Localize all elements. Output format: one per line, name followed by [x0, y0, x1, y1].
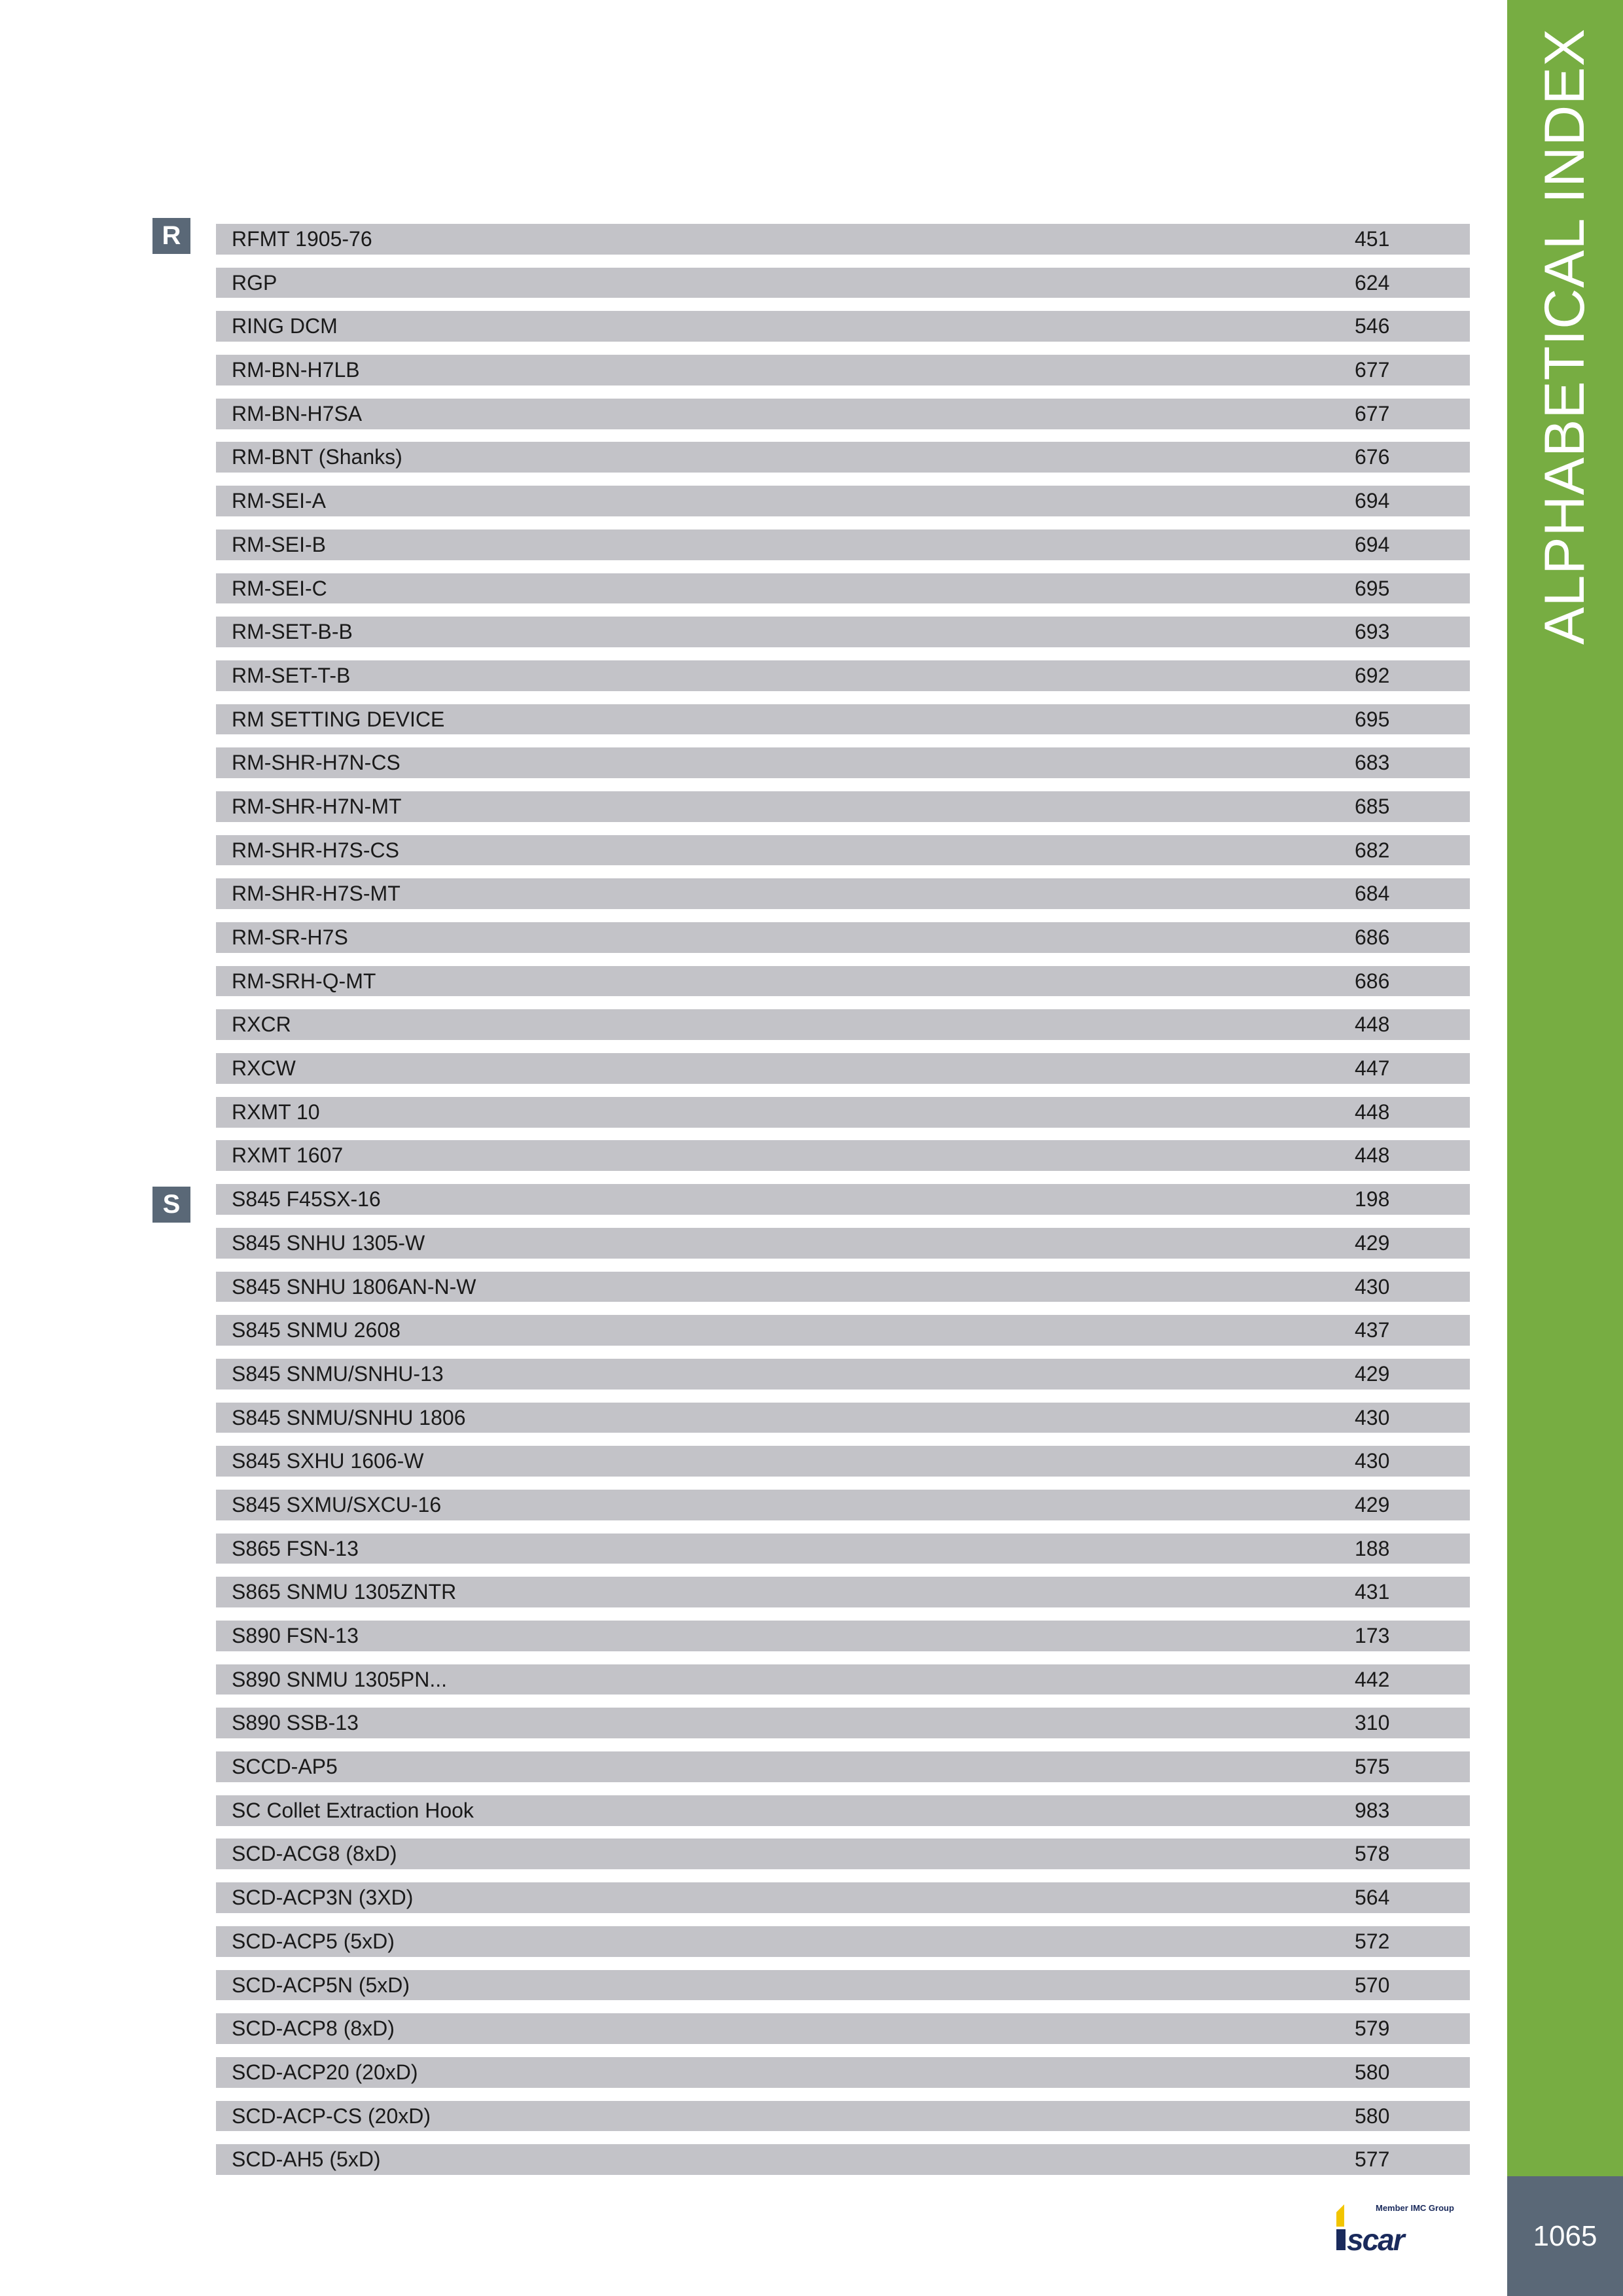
entry-name: SCD-ACP5 (5xD)	[232, 1929, 395, 1953]
entry-name: RXCR	[232, 1013, 291, 1037]
entry-page: 564	[1355, 1886, 1390, 1910]
entry-page: 448	[1355, 1100, 1390, 1124]
entry-page: 695	[1355, 707, 1390, 731]
entry-name: S845 SXMU/SXCU-16	[232, 1492, 442, 1516]
entry-page: 437	[1355, 1318, 1390, 1342]
entry-page: 695	[1355, 576, 1390, 600]
svg-text:scar: scar	[1347, 2223, 1404, 2251]
index-row	[216, 1097, 1470, 1128]
index-row	[216, 1140, 1470, 1171]
entry-page: 430	[1355, 1449, 1390, 1473]
index-row	[216, 486, 1470, 516]
index-row	[216, 399, 1470, 429]
entry-name: S845 SNMU/SNHU-13	[232, 1361, 444, 1386]
entry-name: RFMT 1905-76	[232, 227, 372, 251]
index-row	[216, 355, 1470, 386]
index-row	[216, 1970, 1470, 2001]
entry-page: 173	[1355, 1624, 1390, 1647]
index-row	[216, 2057, 1470, 2088]
entry-page: 693	[1355, 620, 1390, 644]
index-row	[216, 1664, 1470, 1695]
index-row	[216, 268, 1470, 298]
entry-name: S845 SNHU 1806AN-N-W	[232, 1274, 476, 1299]
entry-page: 677	[1355, 401, 1390, 425]
index-row	[216, 660, 1470, 691]
entry-name: RM-BNT (Shanks)	[232, 445, 402, 469]
entry-page: 429	[1355, 1492, 1390, 1516]
sidebar-title: ALPHABETICAL INDEX	[1533, 28, 1596, 645]
entry-page: 580	[1355, 2104, 1390, 2128]
index-row	[216, 1272, 1470, 1302]
entry-name: SCD-ACP5N (5xD)	[232, 1973, 410, 1997]
entry-page: 684	[1355, 882, 1390, 906]
entry-name: SCD-ACP-CS (20xD)	[232, 2104, 431, 2128]
index-row	[216, 1359, 1470, 1390]
index-row	[216, 1446, 1470, 1477]
index-row	[216, 1009, 1470, 1040]
entry-page: 983	[1355, 1798, 1390, 1822]
entry-name: S845 SXHU 1606-W	[232, 1449, 424, 1473]
entry-name: RM-SEI-A	[232, 489, 326, 513]
entry-page: 692	[1355, 663, 1390, 687]
entry-name: SCD-ACP3N (3XD)	[232, 1886, 414, 1910]
entry-page: 694	[1355, 489, 1390, 513]
index-row	[216, 1315, 1470, 1346]
entry-page: 683	[1355, 751, 1390, 775]
entry-page: 188	[1355, 1536, 1390, 1560]
entry-page: 580	[1355, 2060, 1390, 2084]
entry-name: S845 SNMU 2608	[232, 1318, 401, 1342]
entry-page: 676	[1355, 445, 1390, 469]
entry-page: 447	[1355, 1056, 1390, 1081]
index-row	[216, 1751, 1470, 1782]
entry-name: S845 SNMU/SNHU 1806	[232, 1405, 466, 1429]
index-row	[216, 1577, 1470, 1607]
entry-page: 685	[1355, 794, 1390, 818]
entry-page: 310	[1355, 1711, 1390, 1735]
svg-text:Member IMC Group: Member IMC Group	[1376, 2203, 1454, 2213]
entry-name: RM SETTING DEVICE	[232, 707, 445, 731]
index-row	[216, 1882, 1470, 1913]
index-row	[216, 922, 1470, 953]
index-row	[216, 1228, 1470, 1259]
entry-page: 579	[1355, 2017, 1390, 2041]
entry-page: 577	[1355, 2147, 1390, 2172]
entry-name: S890 SSB-13	[232, 1711, 359, 1735]
index-row	[216, 878, 1470, 909]
index-row	[216, 2144, 1470, 2175]
entry-page: 694	[1355, 532, 1390, 556]
entry-name: SCCD-AP5	[232, 1755, 338, 1779]
index-row	[216, 1490, 1470, 1520]
index-row	[216, 1053, 1470, 1084]
entry-name: RXCW	[232, 1056, 296, 1081]
entry-name: RING DCM	[232, 314, 338, 338]
entry-page: 431	[1355, 1580, 1390, 1604]
entry-name: S890 FSN-13	[232, 1624, 359, 1647]
entry-name: RM-SHR-H7N-CS	[232, 751, 401, 775]
entry-page: 198	[1355, 1187, 1390, 1211]
entry-page: 448	[1355, 1143, 1390, 1168]
index-list	[216, 224, 1470, 2188]
entry-page: 575	[1355, 1755, 1390, 1779]
index-row	[216, 704, 1470, 735]
entry-name: RM-SHR-H7S-CS	[232, 838, 399, 862]
entry-page: 429	[1355, 1230, 1390, 1255]
entry-page: 686	[1355, 925, 1390, 949]
entry-name: RXMT 10	[232, 1100, 320, 1124]
entry-page: 429	[1355, 1361, 1390, 1386]
entry-page: 448	[1355, 1013, 1390, 1037]
index-row	[216, 617, 1470, 647]
entry-name: SCD-ACG8 (8xD)	[232, 1842, 397, 1866]
entry-page: 677	[1355, 358, 1390, 382]
index-row	[216, 747, 1470, 778]
entry-name: SCD-ACP8 (8xD)	[232, 2017, 395, 2041]
section-letter-r: R	[152, 218, 190, 254]
entry-name: SCD-ACP20 (20xD)	[232, 2060, 418, 2084]
index-row	[216, 835, 1470, 866]
entry-name: RM-SHR-H7S-MT	[232, 882, 401, 906]
index-row	[216, 1708, 1470, 1738]
entry-name: SCD-AH5 (5xD)	[232, 2147, 381, 2172]
index-row	[216, 529, 1470, 560]
entry-name: RM-SR-H7S	[232, 925, 348, 949]
entry-page: 624	[1355, 270, 1390, 295]
index-row	[216, 1403, 1470, 1433]
entry-name: SC Collet Extraction Hook	[232, 1798, 474, 1822]
entry-name: RGP	[232, 270, 277, 295]
index-row	[216, 2013, 1470, 2044]
index-row	[216, 573, 1470, 604]
entry-name: S865 SNMU 1305ZNTR	[232, 1580, 457, 1604]
entry-page: 451	[1355, 227, 1390, 251]
index-row	[216, 1926, 1470, 1957]
entry-name: RM-SRH-Q-MT	[232, 969, 376, 993]
entry-page: 578	[1355, 1842, 1390, 1866]
entry-page: 682	[1355, 838, 1390, 862]
section-letter-s: S	[152, 1187, 190, 1223]
index-row	[216, 966, 1470, 997]
index-row	[216, 1795, 1470, 1826]
entry-page: 572	[1355, 1929, 1390, 1953]
index-row	[216, 2101, 1470, 2132]
entry-page: 686	[1355, 969, 1390, 993]
entry-name: RM-SET-T-B	[232, 663, 351, 687]
page-number: 1065	[1507, 2176, 1623, 2296]
index-row	[216, 442, 1470, 473]
entry-name: RM-SEI-B	[232, 532, 326, 556]
entry-name: RXMT 1607	[232, 1143, 344, 1168]
entry-name: RM-BN-H7LB	[232, 358, 360, 382]
entry-page: 430	[1355, 1274, 1390, 1299]
index-row	[216, 224, 1470, 255]
index-row	[216, 1184, 1470, 1215]
entry-name: S845 F45SX-16	[232, 1187, 381, 1211]
entry-page: 442	[1355, 1667, 1390, 1691]
entry-page: 570	[1355, 1973, 1390, 1997]
index-row	[216, 1621, 1470, 1651]
index-row	[216, 791, 1470, 822]
entry-name: RM-SEI-C	[232, 576, 327, 600]
entry-page: 546	[1355, 314, 1390, 338]
entry-name: RM-BN-H7SA	[232, 401, 363, 425]
entry-name: RM-SET-B-B	[232, 620, 353, 644]
index-row	[216, 311, 1470, 342]
entry-name: S845 SNHU 1305-W	[232, 1230, 425, 1255]
index-row	[216, 1839, 1470, 1869]
entry-name: RM-SHR-H7N-MT	[232, 794, 402, 818]
index-row	[216, 1534, 1470, 1564]
iscar-logo	[1336, 2200, 1472, 2251]
entry-page: 430	[1355, 1405, 1390, 1429]
entry-name: S890 SNMU 1305PN...	[232, 1667, 448, 1691]
entry-name: S865 FSN-13	[232, 1536, 359, 1560]
